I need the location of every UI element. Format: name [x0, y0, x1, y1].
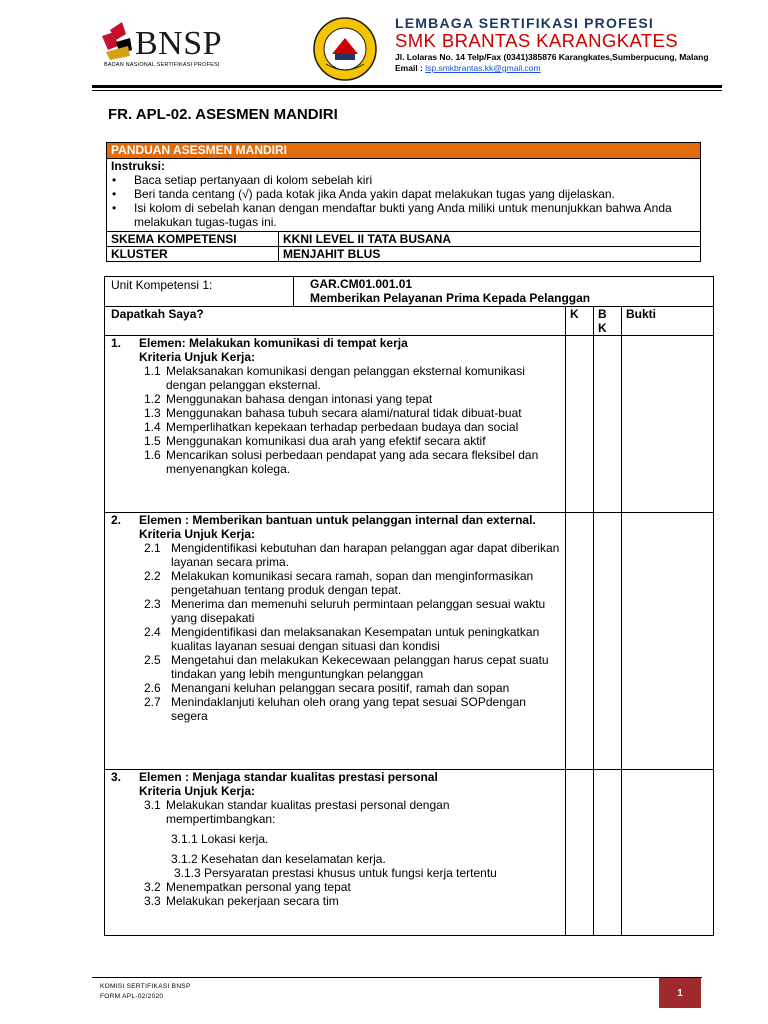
criterion — [144, 569, 561, 597]
bk-checkbox[interactable] — [594, 336, 622, 513]
bnsp-wordmark: BNSP — [135, 25, 223, 62]
k-checkbox[interactable] — [566, 770, 594, 936]
element-2-title: Elemen : Memberikan bantuan untuk pelanggan internal dan external. — [139, 513, 536, 527]
criterion-text: Menempatkan personal yang tepat — [166, 880, 351, 894]
criterion — [144, 364, 561, 392]
element-3-title: Elemen : Menjaga standar kualitas prestasi personal — [139, 770, 438, 784]
criterion — [144, 653, 561, 681]
criterion — [144, 392, 561, 406]
element-row — [105, 336, 714, 513]
criterion — [144, 434, 561, 448]
criterion-num: 3.1.1 — [171, 832, 198, 846]
email-label: Email : — [395, 63, 426, 73]
criterion-text: Mengidentifikasi kebutuhan dan harapan pelanggan agar dapat diberikan layanan secara prima. — [171, 541, 560, 569]
element-row — [105, 770, 714, 936]
criterion — [144, 798, 561, 826]
element-1-num: 1. — [111, 336, 122, 350]
criterion — [144, 832, 561, 846]
header-rule-thin — [92, 90, 722, 91]
criterion-num: 2.2 — [144, 569, 161, 583]
school-name: SMK BRANTAS KARANGKATES — [395, 30, 678, 51]
criterion-num: 2.5 — [144, 653, 161, 667]
unit-label — [105, 277, 294, 307]
criterion-text: Memperlihatkan kepekaan terhadap perbedaan budaya dan social — [166, 420, 519, 434]
bk-checkbox[interactable] — [594, 513, 622, 770]
bukti-input[interactable] — [622, 336, 714, 513]
criterion-num: 1.5 — [144, 434, 161, 448]
criterion — [144, 852, 561, 866]
col-bk-k: K — [598, 321, 607, 335]
criterion — [144, 448, 561, 476]
criterion-num: 1.6 — [144, 448, 161, 462]
criterion-text: Menindaklanjuti keluhan oleh orang yang tepat sesuai SOPdengan segera — [171, 695, 526, 723]
criterion-text: Melakukan komunikasi secara ramah, sopan dan menginformasikan pengetahuan tentang produk dengan tepat. — [171, 569, 534, 597]
element-2-num: 2. — [111, 513, 122, 527]
criterion-text: Melakukan pekerjaan secara tim — [166, 894, 339, 908]
skema-value: KKNI LEVEL II TATA BUSANA — [279, 232, 701, 247]
page-number: 1 — [659, 978, 701, 1008]
unit-code: GAR.CM01.001.01 — [310, 277, 413, 291]
col-bk-b: B — [598, 307, 607, 321]
criterion-num: 1.2 — [144, 392, 161, 406]
criteria-label: Kriteria Unjuk Kerja: — [139, 784, 256, 798]
criterion-num: 2.7 — [144, 695, 161, 709]
bk-checkbox[interactable] — [594, 770, 622, 936]
criterion-num: 3.1.3 — [174, 866, 201, 880]
footer-line-2: FORM APL-02/2020 — [100, 993, 164, 1000]
school-address: Jl. Lolaras No. 14 Telp/Fax (0341)385876 Karangkates,Sumberpucung, Malang — [395, 52, 709, 62]
criterion-num: 1.4 — [144, 420, 161, 434]
k-checkbox[interactable] — [566, 336, 594, 513]
criterion-text: Mencarikan solusi perbedaan pendapat yang ada secara fleksibel dan menyenangkan kolega. — [166, 448, 539, 476]
footer-line-1: KOMISI SERTIFIKASI BNSP — [100, 983, 191, 990]
school-seal-icon — [310, 16, 380, 82]
criterion — [144, 406, 561, 420]
email-link[interactable]: lsp.smkbrantas.kk@gmail.com — [425, 63, 541, 73]
lsp-title: LEMBAGA SERTIFIKASI PROFESI — [395, 15, 655, 31]
criterion-num: 3.1.2 — [171, 852, 198, 866]
element-3-cell — [105, 770, 566, 936]
criterion-text: Menggunakan komunikasi dua arah yang efektif secara aktif — [166, 434, 486, 448]
criterion — [144, 681, 561, 695]
criterion-num: 3.1 — [144, 798, 161, 812]
kluster-value: MENJAHIT BLUS — [279, 247, 701, 262]
criterion — [144, 894, 561, 908]
criterion-num: 2.6 — [144, 681, 161, 695]
col-k: K — [566, 307, 594, 336]
instruction-item: • Baca setiap pertanyaan di kolom sebelah kiri — [134, 173, 696, 187]
criterion-text: Kesehatan dan keselamatan kerja. — [201, 852, 386, 866]
col-bk — [594, 307, 622, 336]
form-title: FR. APL-02. ASESMEN MANDIRI — [108, 106, 338, 123]
bnsp-subtitle: BADAN NASIONAL SERTIFIKASI PROFESI — [104, 62, 220, 68]
guide-instructions — [107, 159, 701, 232]
criterion — [144, 695, 561, 723]
criterion-num: 1.3 — [144, 406, 161, 420]
instruction-item: • Isi kolom di sebelah kanan dengan mendaftar bukti yang Anda miliki untuk menunjukkan bahwa Anda melakukan tugas-tugas ini. — [134, 201, 696, 229]
criterion-num: 3.3 — [144, 894, 161, 908]
criterion-text: Lokasi kerja. — [201, 832, 269, 846]
unit-label-text: Unit Kompetensi 1: — [111, 278, 213, 292]
element-1-cell — [105, 336, 566, 513]
kluster-label: KLUSTER — [107, 247, 279, 262]
element-2-cell — [105, 513, 566, 770]
bukti-input[interactable] — [622, 770, 714, 936]
criterion — [144, 597, 561, 625]
criterion — [144, 541, 561, 569]
footer-rule — [92, 977, 702, 978]
criteria-label: Kriteria Unjuk Kerja: — [139, 527, 256, 541]
criterion — [144, 866, 561, 880]
k-checkbox[interactable] — [566, 513, 594, 770]
criterion-num: 1.1 — [144, 364, 161, 378]
criterion — [144, 625, 561, 653]
email-line — [395, 63, 541, 73]
element-row — [105, 513, 714, 770]
col-question: Dapatkah Saya? — [105, 307, 566, 336]
criterion-text: Mengidentifikasi dan melaksanakan Kesempatan untuk peningkatkan kualitas layanan sesuai dengan situasi dan kondisi — [171, 625, 540, 653]
criterion-num: 2.4 — [144, 625, 161, 639]
criterion-text: Melaksanakan komunikasi dengan pelanggan eksternal komunikasi dengan pelanggan eksternal. — [166, 364, 525, 392]
criteria-label: Kriteria Unjuk Kerja: — [139, 350, 256, 364]
criterion-num: 3.2 — [144, 880, 161, 894]
criterion-text: Menggunakan bahasa tubuh secara alami/natural tidak dibuat-buat — [166, 406, 522, 420]
guide-heading: PANDUAN ASESMEN MANDIRI — [107, 143, 701, 159]
criterion-text: Mengetahui dan melakukan Kekecewaan pelanggan harus cepat suatu tindakan yang lebih menguntungkan pelanggan — [171, 653, 549, 681]
unit-title-cell — [294, 277, 714, 307]
unit-table — [104, 276, 714, 936]
skema-label: SKEMA KOMPETENSI — [107, 232, 279, 247]
criterion-text: Menggunakan bahasa dengan intonasi yang tepat — [166, 392, 433, 406]
instructions-label: Instruksi: — [111, 159, 166, 173]
element-3-num: 3. — [111, 770, 122, 784]
criterion-num: 2.1 — [144, 541, 161, 555]
col-bukti: Bukti — [622, 307, 714, 336]
unit-name: Memberikan Pelayanan Prima Kepada Pelanggan — [310, 291, 591, 305]
guide-table — [106, 142, 701, 262]
criterion — [144, 420, 561, 434]
criterion-num: 2.3 — [144, 597, 161, 611]
criterion-text: Melakukan standar kualitas prestasi personal dengan mempertimbangkan: — [166, 798, 450, 826]
criterion — [144, 880, 561, 894]
criterion-text: Menerima dan memenuhi seluruh permintaan pelanggan sesuai waktu yang disepakati — [171, 597, 546, 625]
element-1-title: Elemen: Melakukan komunikasi di tempat kerja — [139, 336, 408, 350]
criterion-text: Persyaratan prestasi khusus untuk fungsi kerja tertentu — [204, 866, 497, 880]
instruction-item: • Beri tanda centang (√) pada kotak jika Anda yakin dapat melakukan tugas yang dijelaskan. — [134, 187, 696, 201]
criterion-text: Menangani keluhan pelanggan secara positif, ramah dan sopan — [171, 681, 510, 695]
header-rule-thick — [92, 85, 722, 88]
bukti-input[interactable] — [622, 513, 714, 770]
